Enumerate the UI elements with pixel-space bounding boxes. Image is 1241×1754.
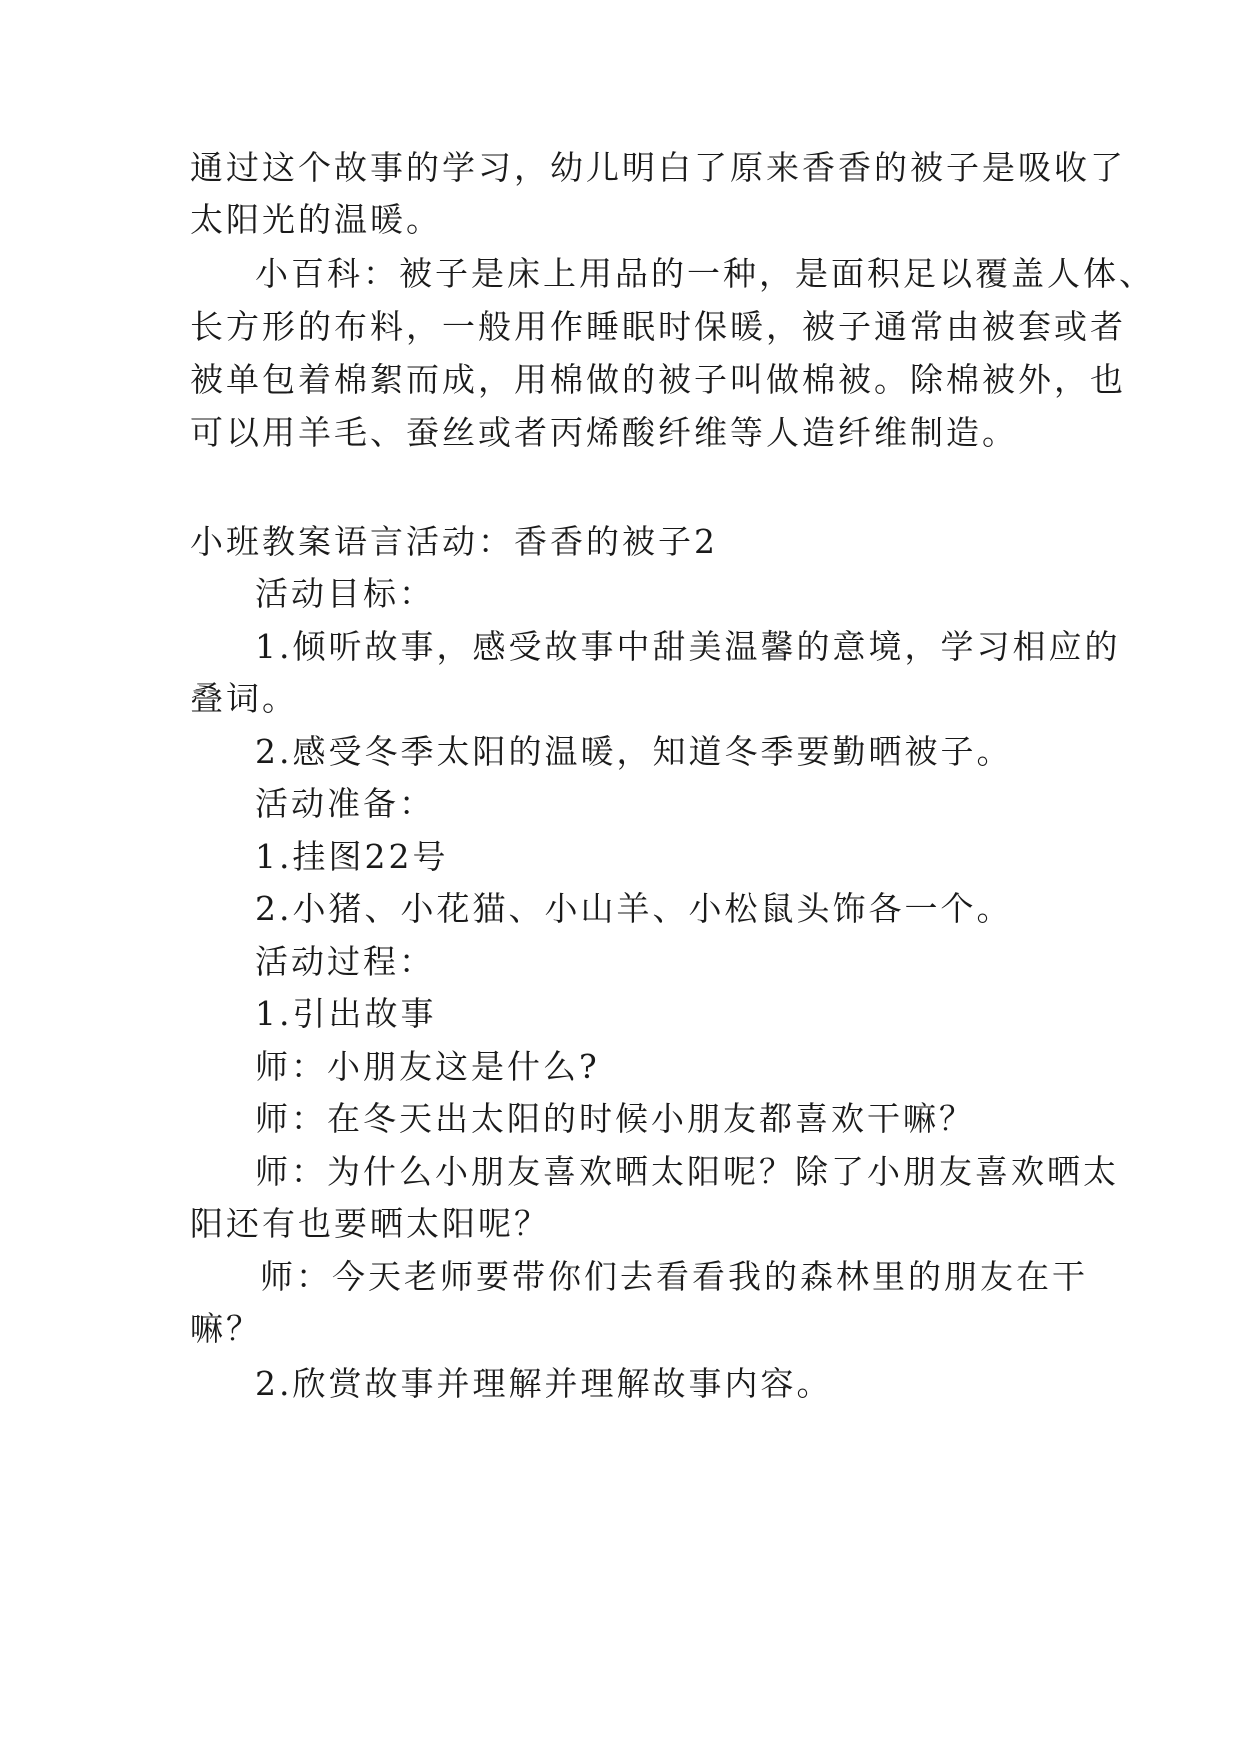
- goal-item-2: 2.感受冬季太阳的温暖，知道冬季要勤晒被子。: [255, 732, 1013, 771]
- teacher-question-1: 师：小朋友这是什么?: [255, 1047, 600, 1086]
- paragraph-line: 可以用羊毛、蚕丝或者丙烯酸纤维等人造纤维制造。: [190, 413, 1018, 452]
- paragraph-line: 通过这个故事的学习，幼儿明白了原来香香的被子是吸收了: [190, 148, 1126, 187]
- paragraph-line: 小百科：被子是床上用品的一种，是面积足以覆盖人体、: [255, 254, 1155, 293]
- teacher-question-4-continued: 嘛？: [190, 1309, 262, 1348]
- paragraph-line: 太阳光的温暖。: [190, 200, 442, 239]
- preparation-item-2: 2.小猪、小花猫、小山羊、小松鼠头饰各一个。: [255, 889, 1013, 928]
- teacher-question-4: 师：今天老师要带你们去看看我的森林里的朋友在干: [260, 1257, 1088, 1296]
- teacher-question-2: 师：在冬天出太阳的时候小朋友都喜欢干嘛？: [255, 1099, 975, 1138]
- teacher-question-3-continued: 阳还有也要晒太阳呢？: [190, 1204, 550, 1243]
- goal-item-1-continued: 叠词。: [190, 679, 298, 718]
- preparation-item-1: 1.挂图22号: [255, 837, 449, 876]
- paragraph-line: 被单包着棉絮而成，用棉做的被子叫做棉被。除棉被外，也: [190, 360, 1126, 399]
- preparation-heading: 活动准备：: [255, 784, 435, 823]
- goals-heading: 活动目标：: [255, 574, 435, 613]
- teacher-question-3: 师：为什么小朋友喜欢晒太阳呢？除了小朋友喜欢晒太: [255, 1152, 1119, 1191]
- process-heading: 活动过程：: [255, 942, 435, 981]
- section-title: 小班教案语言活动：香香的被子2: [190, 522, 718, 561]
- process-step-1: 1.引出故事: [255, 994, 437, 1033]
- goal-item-1: 1.倾听故事，感受故事中甜美温馨的意境，学习相应的: [255, 627, 1121, 666]
- process-step-2: 2.欣赏故事并理解并理解故事内容。: [255, 1364, 833, 1403]
- paragraph-line: 长方形的布料，一般用作睡眠时保暖，被子通常由被套或者: [190, 307, 1126, 346]
